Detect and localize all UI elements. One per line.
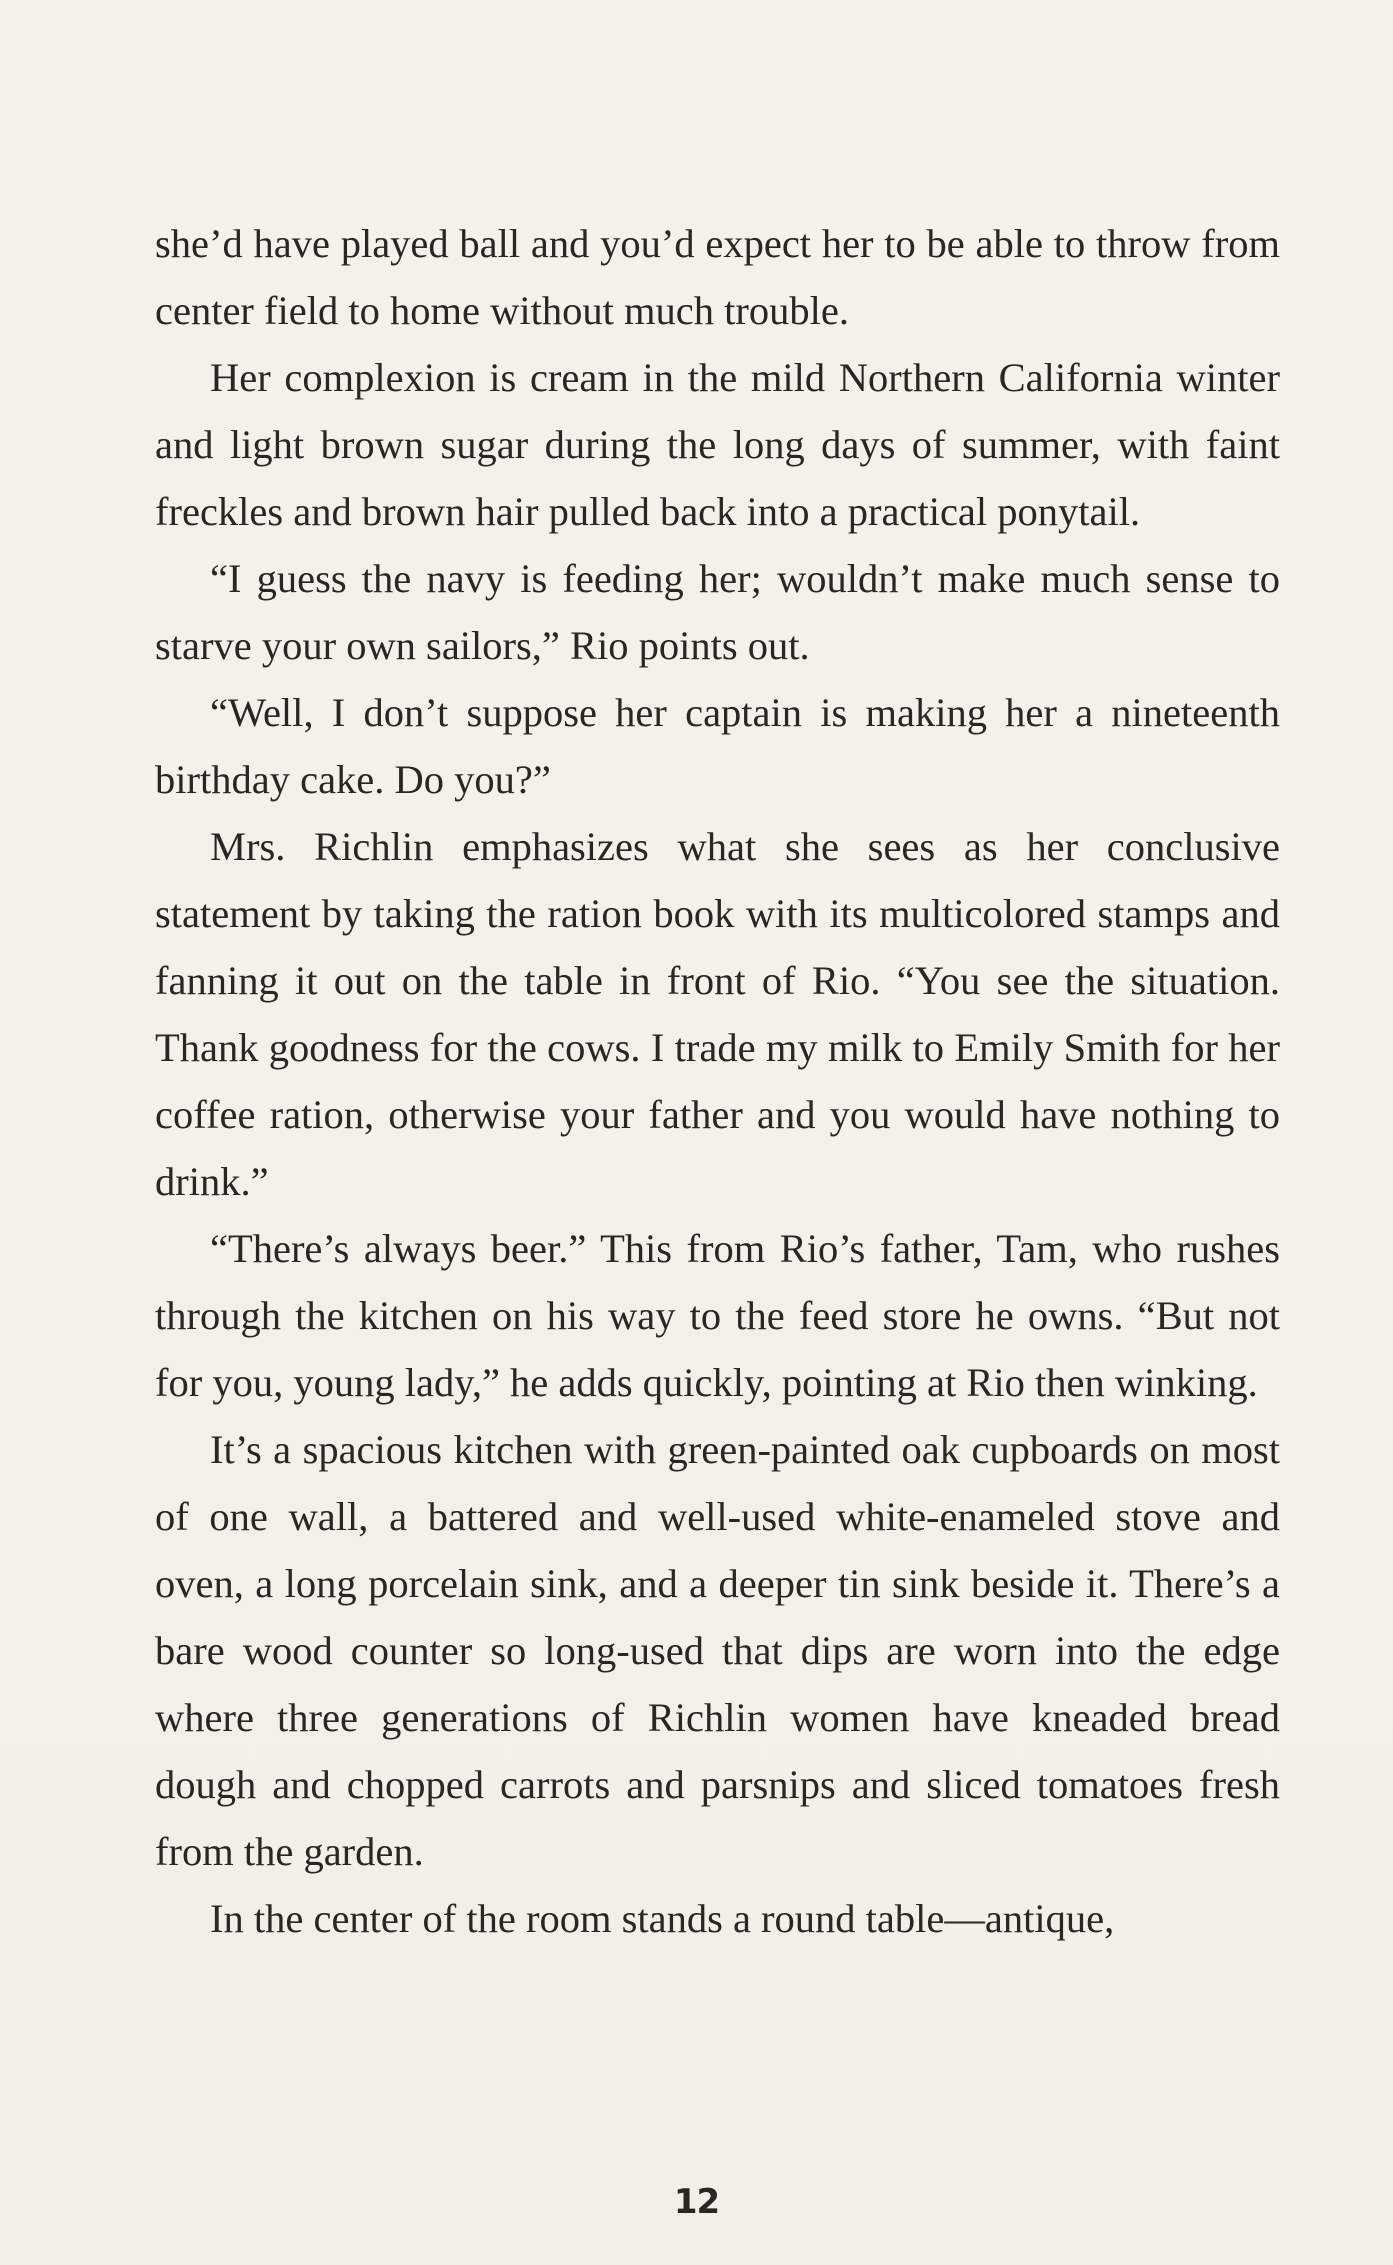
body-text — [155, 210, 1280, 1952]
page-number: 12 — [673, 2182, 720, 2222]
paragraph-3: “I guess the navy is feeding her; wouldn’t make much sense to starve your own sailors,” Rio points out. — [155, 556, 1280, 668]
paragraph-5: Mrs. Richlin emphasizes what she sees as her conclusive statement by taking the ration book with its multicolored stamps and fanning it out on the table in front of Rio. “You see the situation. Thank goodness for the cows. I trade my milk to Emily Smith for her coffee ration, otherwise your father and you would have nothing to drink.” — [155, 824, 1280, 1204]
paragraph-2: Her complexion is cream in the mild Northern California winter and light brown sugar during the long days of summer, with faint freckles and brown hair pulled back into a practical ponytail. — [155, 355, 1280, 534]
paragraph-8: In the center of the room stands a round table—antique, — [210, 1896, 1115, 1941]
paragraph-6: “There’s always beer.” This from Rio’s father, Tam, who rushes through the kitchen on his way to the feed store he owns. “But not for you, young lady,” he adds quickly, pointing at Rio then winking. — [155, 1226, 1280, 1405]
paragraph-7: It’s a spacious kitchen with green-painted oak cupboards on most of one wall, a battered and well-used white-enameled stove and oven, a long porcelain sink, and a deeper tin sink beside it. There’s a bare wood counter so long-used that dips are worn into the edge where three generations of Richlin women have kneaded bread dough and chopped carrots and parsnips and sliced tomatoes fresh from the garden. — [155, 1427, 1280, 1874]
paragraph-1: she’d have played ball and you’d expect her to be able to throw from center field to home without much trouble. — [155, 221, 1280, 333]
paragraph-4: “Well, I don’t suppose her captain is making her a nineteenth birthday cake. Do you?” — [155, 690, 1280, 802]
